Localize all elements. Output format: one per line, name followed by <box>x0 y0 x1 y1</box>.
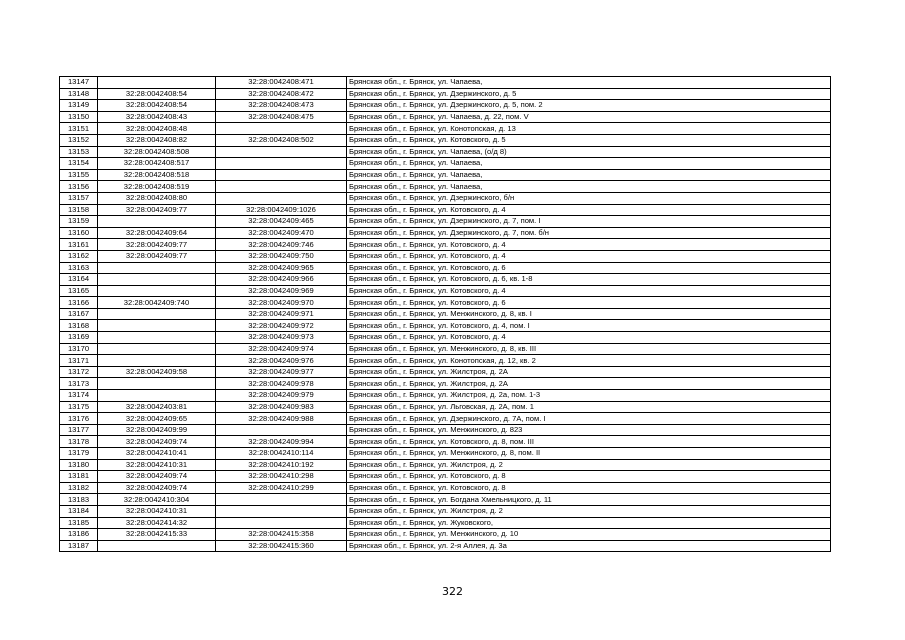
table-row <box>60 192 831 204</box>
row-number-cell: 13173 <box>60 378 98 390</box>
parcel-number-cell: 32:28:0042408:54 <box>98 88 216 100</box>
row-number-cell: 13153 <box>60 146 98 158</box>
object-number-cell: 32:28:0042410:114 <box>216 448 347 460</box>
row-number-cell: 13180 <box>60 459 98 471</box>
parcel-number-cell: 32:28:0042410:41 <box>98 448 216 460</box>
address-cell: Брянская обл., г. Брянск, ул. Дзержинского, д. 5 <box>347 88 831 100</box>
object-number-cell: 32:28:0042410:192 <box>216 459 347 471</box>
table-row <box>60 250 831 262</box>
address-cell: Брянская обл., г. Брянск, ул. Менжинского, д. 823 <box>347 424 831 436</box>
row-number-cell: 13162 <box>60 250 98 262</box>
parcel-number-cell <box>98 343 216 355</box>
object-number-cell: 32:28:0042409:988 <box>216 413 347 425</box>
row-number-cell: 13186 <box>60 529 98 541</box>
parcel-number-cell: 32:28:0042409:74 <box>98 482 216 494</box>
object-number-cell: 32:28:0042415:360 <box>216 540 347 552</box>
object-number-cell: 32:28:0042409:971 <box>216 308 347 320</box>
address-cell: Брянская обл., г. Брянск, ул. Чапаева, <box>347 77 831 89</box>
parcel-number-cell: 32:28:0042410:304 <box>98 494 216 506</box>
address-cell: Брянская обл., г. Брянск, ул. Котовского, д. 6, кв. 1-8 <box>347 274 831 286</box>
row-number-cell: 13158 <box>60 204 98 216</box>
row-number-cell: 13163 <box>60 262 98 274</box>
table-body <box>60 77 831 552</box>
object-number-cell: 32:28:0042409:470 <box>216 227 347 239</box>
address-cell: Брянская обл., г. Брянск, ул. 2-я Аллея, д. 3а <box>347 540 831 552</box>
address-cell: Брянская обл., г. Брянск, ул. Жилстроя, д. 2А <box>347 366 831 378</box>
object-number-cell: 32:28:0042409:979 <box>216 390 347 402</box>
parcel-number-cell: 32:28:0042408:519 <box>98 181 216 193</box>
object-number-cell <box>216 123 347 135</box>
table-row <box>60 123 831 135</box>
address-cell: Брянская обл., г. Брянск, ул. Котовского, д. 4 <box>347 250 831 262</box>
address-cell: Брянская обл., г. Брянск, ул. Котовского, д. 8 <box>347 471 831 483</box>
row-number-cell: 13156 <box>60 181 98 193</box>
parcel-number-cell: 32:28:0042408:517 <box>98 158 216 170</box>
parcel-number-cell <box>98 216 216 228</box>
table-row <box>60 274 831 286</box>
parcel-number-cell: 32:28:0042408:518 <box>98 169 216 181</box>
row-number-cell: 13183 <box>60 494 98 506</box>
address-cell: Брянская обл., г. Брянск, ул. Конотопская, д. 13 <box>347 123 831 135</box>
parcel-number-cell: 32:28:0042409:740 <box>98 297 216 309</box>
object-number-cell: 32:28:0042409:969 <box>216 285 347 297</box>
object-number-cell: 32:28:0042408:475 <box>216 111 347 123</box>
address-cell: Брянская обл., г. Брянск, ул. Менжинского, д. 10 <box>347 529 831 541</box>
object-number-cell <box>216 424 347 436</box>
object-number-cell <box>216 169 347 181</box>
table-row <box>60 471 831 483</box>
object-number-cell: 32:28:0042409:1026 <box>216 204 347 216</box>
parcel-number-cell: 32:28:0042403:81 <box>98 401 216 413</box>
parcel-number-cell: 32:28:0042408:43 <box>98 111 216 123</box>
table-row <box>60 297 831 309</box>
table-row <box>60 204 831 216</box>
table-row <box>60 378 831 390</box>
parcel-number-cell <box>98 355 216 367</box>
parcel-number-cell: 32:28:0042409:65 <box>98 413 216 425</box>
parcel-number-cell: 32:28:0042408:508 <box>98 146 216 158</box>
address-cell: Брянская обл., г. Брянск, ул. Котовского, д. 4, пом. I <box>347 320 831 332</box>
row-number-cell: 13179 <box>60 448 98 460</box>
object-number-cell: 32:28:0042409:972 <box>216 320 347 332</box>
table-row <box>60 169 831 181</box>
address-cell: Брянская обл., г. Брянск, ул. Котовского, д. 8, пом. III <box>347 436 831 448</box>
address-cell: Брянская обл., г. Брянск, ул. Котовского, д. 4 <box>347 239 831 251</box>
table-row <box>60 216 831 228</box>
row-number-cell: 13167 <box>60 308 98 320</box>
object-number-cell: 32:28:0042409:965 <box>216 262 347 274</box>
object-number-cell: 32:28:0042409:976 <box>216 355 347 367</box>
row-number-cell: 13164 <box>60 274 98 286</box>
row-number-cell: 13184 <box>60 505 98 517</box>
row-number-cell: 13154 <box>60 158 98 170</box>
address-cell: Брянская обл., г. Брянск, ул. Дзержинского, б/н <box>347 192 831 204</box>
object-number-cell <box>216 146 347 158</box>
address-cell: Брянская обл., г. Брянск, ул. Менжинского, д. 8, кв. III <box>347 343 831 355</box>
parcel-number-cell: 32:28:0042408:54 <box>98 100 216 112</box>
parcel-number-cell: 32:28:0042414:32 <box>98 517 216 529</box>
parcel-number-cell: 32:28:0042410:31 <box>98 459 216 471</box>
row-number-cell: 13160 <box>60 227 98 239</box>
row-number-cell: 13168 <box>60 320 98 332</box>
object-number-cell: 32:28:0042409:983 <box>216 401 347 413</box>
parcel-number-cell <box>98 308 216 320</box>
row-number-cell: 13187 <box>60 540 98 552</box>
address-cell: Брянская обл., г. Брянск, ул. Чапаева, <box>347 169 831 181</box>
object-number-cell: 32:28:0042408:471 <box>216 77 347 89</box>
table-row <box>60 262 831 274</box>
object-number-cell <box>216 517 347 529</box>
row-number-cell: 13178 <box>60 436 98 448</box>
table-row <box>60 494 831 506</box>
parcel-number-cell <box>98 77 216 89</box>
parcel-number-cell <box>98 285 216 297</box>
table-row <box>60 424 831 436</box>
table-row <box>60 366 831 378</box>
object-number-cell: 32:28:0042408:472 <box>216 88 347 100</box>
table-row <box>60 390 831 402</box>
row-number-cell: 13185 <box>60 517 98 529</box>
table-row <box>60 77 831 89</box>
row-number-cell: 13169 <box>60 332 98 344</box>
table-row <box>60 482 831 494</box>
row-number-cell: 13182 <box>60 482 98 494</box>
address-cell: Брянская обл., г. Брянск, ул. Богдана Хмельницкого, д. 11 <box>347 494 831 506</box>
table-row <box>60 355 831 367</box>
row-number-cell: 13181 <box>60 471 98 483</box>
object-number-cell: 32:28:0042410:299 <box>216 482 347 494</box>
object-number-cell: 32:28:0042415:358 <box>216 529 347 541</box>
table-row <box>60 436 831 448</box>
row-number-cell: 13152 <box>60 134 98 146</box>
parcel-number-cell: 32:28:0042409:77 <box>98 250 216 262</box>
table-row <box>60 540 831 552</box>
table-row <box>60 158 831 170</box>
address-cell: Брянская обл., г. Брянск, ул. Котовского, д. 4 <box>347 204 831 216</box>
table-row <box>60 181 831 193</box>
address-cell: Брянская обл., г. Брянск, ул. Льговская, д. 2А, пом. 1 <box>347 401 831 413</box>
address-cell: Брянская обл., г. Брянск, ул. Жилстроя, д. 2 <box>347 505 831 517</box>
address-cell: Брянская обл., г. Брянск, ул. Чапаева, <box>347 158 831 170</box>
parcel-number-cell <box>98 378 216 390</box>
parcel-number-cell: 32:28:0042408:82 <box>98 134 216 146</box>
parcel-number-cell <box>98 540 216 552</box>
table-row <box>60 401 831 413</box>
table-row <box>60 134 831 146</box>
parcel-number-cell: 32:28:0042409:99 <box>98 424 216 436</box>
parcel-number-cell: 32:28:0042415:33 <box>98 529 216 541</box>
row-number-cell: 13175 <box>60 401 98 413</box>
parcel-number-cell: 32:28:0042409:74 <box>98 436 216 448</box>
address-cell: Брянская обл., г. Брянск, ул. Жилстроя, д. 2 <box>347 459 831 471</box>
address-cell: Брянская обл., г. Брянск, ул. Дзержинского, д. 5, пом. 2 <box>347 100 831 112</box>
parcel-number-cell <box>98 320 216 332</box>
address-cell: Брянская обл., г. Брянск, ул. Котовского, д. 4 <box>347 332 831 344</box>
address-cell: Брянская обл., г. Брянск, ул. Котовского, д. 6 <box>347 297 831 309</box>
row-number-cell: 13177 <box>60 424 98 436</box>
address-cell: Брянская обл., г. Брянск, ул. Менжинского, д. 8, пом. II <box>347 448 831 460</box>
table-row <box>60 146 831 158</box>
address-cell: Брянская обл., г. Брянск, ул. Котовского, д. 8 <box>347 482 831 494</box>
address-cell: Брянская обл., г. Брянск, ул. Дзержинского, д. 7А, пом. I <box>347 413 831 425</box>
parcel-number-cell <box>98 390 216 402</box>
object-number-cell: 32:28:0042409:973 <box>216 332 347 344</box>
address-cell: Брянская обл., г. Брянск, ул. Менжинского, д. 8, кв. I <box>347 308 831 320</box>
table-row <box>60 517 831 529</box>
address-cell: Брянская обл., г. Брянск, ул. Жилстроя, д. 2А <box>347 378 831 390</box>
table-row <box>60 529 831 541</box>
parcel-number-cell: 32:28:0042409:64 <box>98 227 216 239</box>
table-row <box>60 343 831 355</box>
table-row <box>60 320 831 332</box>
row-number-cell: 13148 <box>60 88 98 100</box>
table-row <box>60 285 831 297</box>
table-row <box>60 239 831 251</box>
parcel-number-cell: 32:28:0042410:31 <box>98 505 216 517</box>
row-number-cell: 13172 <box>60 366 98 378</box>
row-number-cell: 13176 <box>60 413 98 425</box>
object-number-cell: 32:28:0042409:978 <box>216 378 347 390</box>
address-cell: Брянская обл., г. Брянск, ул. Чапаева, <box>347 181 831 193</box>
table-row <box>60 111 831 123</box>
row-number-cell: 13170 <box>60 343 98 355</box>
object-number-cell: 32:28:0042409:994 <box>216 436 347 448</box>
table-row <box>60 227 831 239</box>
object-number-cell: 32:28:0042409:750 <box>216 250 347 262</box>
address-cell: Брянская обл., г. Брянск, ул. Котовского, д. 5 <box>347 134 831 146</box>
object-number-cell: 32:28:0042410:298 <box>216 471 347 483</box>
parcel-number-cell: 32:28:0042409:74 <box>98 471 216 483</box>
row-number-cell: 13155 <box>60 169 98 181</box>
parcel-number-cell: 32:28:0042409:77 <box>98 204 216 216</box>
parcel-number-cell <box>98 274 216 286</box>
object-number-cell <box>216 181 347 193</box>
parcel-number-cell: 32:28:0042409:77 <box>98 239 216 251</box>
row-number-cell: 13149 <box>60 100 98 112</box>
object-number-cell: 32:28:0042408:502 <box>216 134 347 146</box>
address-cell: Брянская обл., г. Брянск, ул. Чапаева, д. 22, пом. V <box>347 111 831 123</box>
object-number-cell: 32:28:0042409:977 <box>216 366 347 378</box>
table-row <box>60 505 831 517</box>
object-number-cell: 32:28:0042408:473 <box>216 100 347 112</box>
row-number-cell: 13174 <box>60 390 98 402</box>
table-row <box>60 308 831 320</box>
address-cell: Брянская обл., г. Брянск, ул. Дзержинского, д. 7, пом. I <box>347 216 831 228</box>
parcel-number-cell: 32:28:0042408:80 <box>98 192 216 204</box>
row-number-cell: 13151 <box>60 123 98 135</box>
row-number-cell: 13157 <box>60 192 98 204</box>
row-number-cell: 13147 <box>60 77 98 89</box>
row-number-cell: 13161 <box>60 239 98 251</box>
table-row <box>60 413 831 425</box>
table-row <box>60 332 831 344</box>
row-number-cell: 13166 <box>60 297 98 309</box>
row-number-cell: 13150 <box>60 111 98 123</box>
object-number-cell: 32:28:0042409:465 <box>216 216 347 228</box>
table-row <box>60 88 831 100</box>
page-number: 322 <box>442 585 463 598</box>
object-number-cell: 32:28:0042409:966 <box>216 274 347 286</box>
address-cell: Брянская обл., г. Брянск, ул. Жуковского, <box>347 517 831 529</box>
row-number-cell: 13171 <box>60 355 98 367</box>
object-number-cell: 32:28:0042409:746 <box>216 239 347 251</box>
object-number-cell <box>216 158 347 170</box>
address-cell: Брянская обл., г. Брянск, ул. Чапаева, (о/д 8) <box>347 146 831 158</box>
table-row <box>60 448 831 460</box>
address-cell: Брянская обл., г. Брянск, ул. Котовского, д. 6 <box>347 262 831 274</box>
object-number-cell: 32:28:0042409:974 <box>216 343 347 355</box>
parcel-number-cell <box>98 332 216 344</box>
address-cell: Брянская обл., г. Брянск, ул. Конотопская, д. 12, кв. 2 <box>347 355 831 367</box>
parcel-number-cell: 32:28:0042409:58 <box>98 366 216 378</box>
object-number-cell <box>216 505 347 517</box>
object-number-cell: 32:28:0042409:970 <box>216 297 347 309</box>
object-number-cell <box>216 494 347 506</box>
row-number-cell: 13159 <box>60 216 98 228</box>
row-number-cell: 13165 <box>60 285 98 297</box>
table-row <box>60 100 831 112</box>
table-row <box>60 459 831 471</box>
address-cell: Брянская обл., г. Брянск, ул. Котовского, д. 4 <box>347 285 831 297</box>
address-cell: Брянская обл., г. Брянск, ул. Жилстроя, д. 2а, пом. 1-3 <box>347 390 831 402</box>
address-cell: Брянская обл., г. Брянск, ул. Дзержинского, д. 7, пом. б/н <box>347 227 831 239</box>
cadastral-table <box>59 76 831 552</box>
parcel-number-cell <box>98 262 216 274</box>
parcel-number-cell: 32:28:0042408:48 <box>98 123 216 135</box>
object-number-cell <box>216 192 347 204</box>
